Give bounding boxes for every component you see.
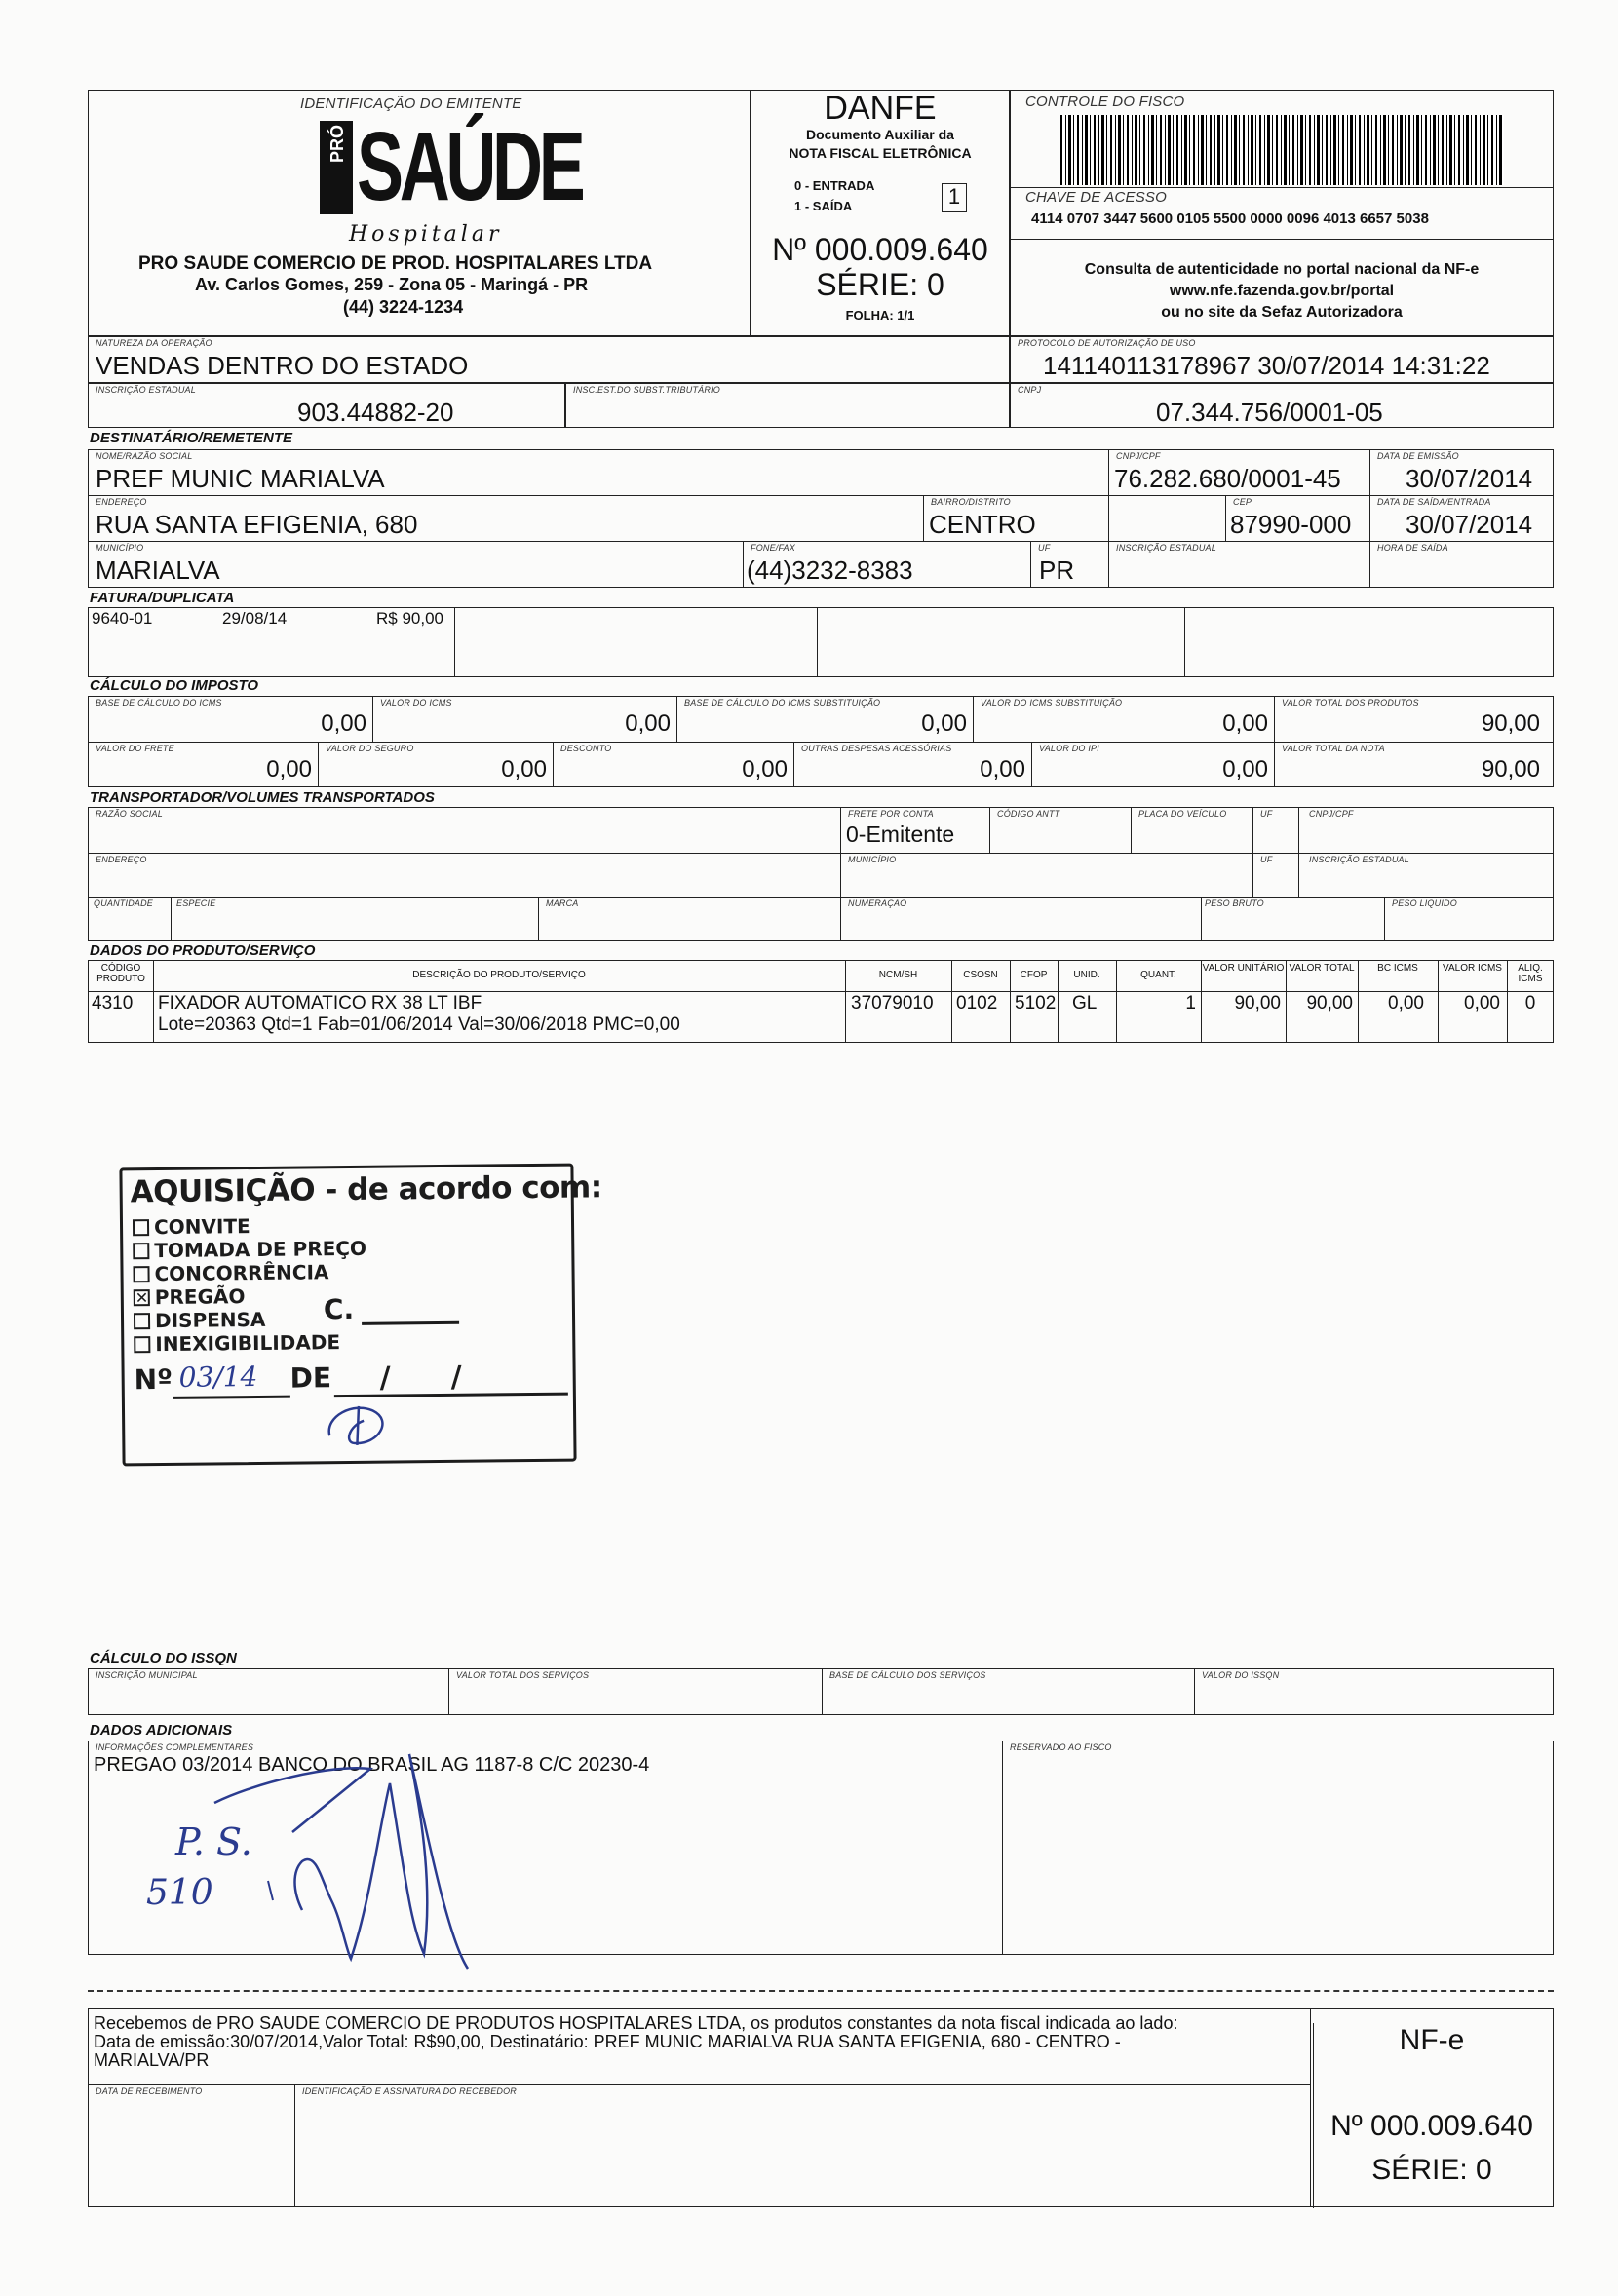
iest-label: INSC.EST.DO SUBST.TRIBUTÁRIO <box>573 385 720 395</box>
imp-outras-label: OUTRAS DESPESAS ACESSÓRIAS <box>801 744 952 753</box>
transp-ie-label: INSCRIÇÃO ESTADUAL <box>1309 855 1409 864</box>
imp-outras: 0,00 <box>980 756 1025 783</box>
dest-endereco: RUA SANTA EFIGENIA, 680 <box>96 510 418 539</box>
imposto-section: CÁLCULO DO IMPOSTO <box>90 677 259 694</box>
emitente-name: PRO SAUDE COMERCIO DE PROD. HOSPITALARES LTDA <box>138 253 653 274</box>
transp-especie-label: ESPÉCIE <box>176 899 216 908</box>
item-vunit: 90,00 <box>1234 993 1281 1014</box>
transp-municipio-label: MUNICÍPIO <box>848 855 897 864</box>
imp-desconto-label: DESCONTO <box>560 744 612 753</box>
col-bc: BC ICMS <box>1377 963 1418 974</box>
col-ncm: NCM/SH <box>878 970 918 980</box>
danfe-tipo: 1 <box>947 184 961 209</box>
transp-endereco-label: ENDEREÇO <box>96 855 147 864</box>
imp-base-icms-label: BASE DE CÁLCULO DO ICMS <box>96 698 222 708</box>
stamp-option-concorrencia <box>133 1260 366 1286</box>
stamp-slash-2: / <box>450 1359 462 1395</box>
transp-liquido-label: PESO LÍQUIDO <box>1392 899 1457 908</box>
ie-label: INSCRIÇÃO ESTADUAL <box>96 385 196 395</box>
imp-seguro-label: VALOR DO SEGURO <box>326 744 414 753</box>
imp-total-produtos: 90,00 <box>1481 710 1540 737</box>
stamp-option-label: CONCORRÊNCIA <box>154 1260 329 1286</box>
chave-label: CHAVE DE ACESSO <box>1025 189 1167 206</box>
item-vicms: 0,00 <box>1464 993 1500 1014</box>
stamp-numero-prefix: Nº <box>134 1362 173 1397</box>
natureza-label: NATUREZA DA OPERAÇÃO <box>96 338 212 348</box>
protocolo-value: 141140113178967 30/07/2014 14:31:22 <box>1043 351 1490 380</box>
imp-total-nota-label: VALOR TOTAL DA NOTA <box>1282 744 1385 753</box>
barcode <box>1060 115 1504 185</box>
stamp-option-label: TOMADA DE PREÇO <box>154 1236 367 1263</box>
consulta-line3: ou no site da Sefaz Autorizadora <box>1161 304 1403 321</box>
dest-fone-label: FONE/FAX <box>751 543 795 553</box>
data-recebimento-label: DATA DE RECEBIMENTO <box>96 2086 203 2096</box>
stamp-slash-1: / <box>379 1360 391 1396</box>
imp-frete-label: VALOR DO FRETE <box>96 744 174 753</box>
dest-hora-label: HORA DE SAÍDA <box>1377 543 1448 553</box>
imp-valor-st: 0,00 <box>1222 710 1268 737</box>
dest-bairro-label: BAIRRO/DISTRITO <box>931 497 1011 507</box>
transp-cnpj-label: CNPJ/CPF <box>1309 809 1354 819</box>
fatura-valor: R$ 90,00 <box>376 609 443 628</box>
imp-desconto: 0,00 <box>742 756 788 783</box>
dest-nome-label: NOME/RAZÃO SOCIAL <box>96 451 193 461</box>
transp-bruto-label: PESO BRUTO <box>1205 899 1264 908</box>
danfe-folha: FOLHA: 1/1 <box>845 308 915 323</box>
col-codigo: CÓDIGO PRODUTO <box>96 963 145 984</box>
imp-ipi: 0,00 <box>1222 756 1268 783</box>
fatura-box <box>88 607 1554 677</box>
issqn-box <box>88 1668 1554 1715</box>
transp-frete: 0-Emitente <box>846 822 955 847</box>
transporte-section: TRANSPORTADOR/VOLUMES TRANSPORTADOS <box>90 789 435 806</box>
dest-saida-label: DATA DE SAÍDA/ENTRADA <box>1377 497 1491 507</box>
dest-emissao-label: DATA DE EMISSÃO <box>1377 451 1459 461</box>
col-vicms: VALOR ICMS <box>1443 963 1502 974</box>
stamp-numero: 03/14 <box>178 1359 258 1394</box>
imp-valor-icms: 0,00 <box>625 710 671 737</box>
imp-total-nota: 90,00 <box>1481 756 1540 783</box>
ie-value: 903.44882-20 <box>297 398 454 427</box>
dest-emissao: 30/07/2014 <box>1406 464 1533 493</box>
item-quant: 1 <box>1185 993 1196 1014</box>
imp-seguro: 0,00 <box>501 756 547 783</box>
checkbox-icon <box>133 1243 149 1259</box>
produtos-section: DADOS DO PRODUTO/SERVIÇO <box>90 942 316 959</box>
handwritten-note-2: 510 <box>146 1873 213 1913</box>
stamp-option-label: PREGÃO <box>154 1284 246 1310</box>
col-cfop: CFOP <box>1020 970 1048 980</box>
fatura-section: FATURA/DUPLICATA <box>90 590 235 606</box>
item-cfop: 5102 <box>1015 993 1057 1014</box>
transp-razao-label: RAZÃO SOCIAL <box>96 809 163 819</box>
stamp-option-label: DISPENSA <box>154 1307 266 1333</box>
dest-endereco-label: ENDEREÇO <box>96 497 147 507</box>
col-unid: UNID. <box>1073 970 1100 980</box>
controle-label: CONTROLE DO FISCO <box>1025 94 1185 110</box>
imp-valor-st-label: VALOR DO ICMS SUBSTITUIÇÃO <box>981 698 1123 708</box>
info-complementares-label: INFORMAÇÕES COMPLEMENTARES <box>96 1742 254 1752</box>
imp-frete: 0,00 <box>266 756 312 783</box>
issqn-valor-label: VALOR DO ISSQN <box>1202 1670 1280 1680</box>
col-aliq: ALIQ. ICMS <box>1518 963 1543 984</box>
item-vtotal: 90,00 <box>1306 993 1353 1014</box>
signature <box>175 1725 507 1988</box>
dest-municipio-label: MUNICÍPIO <box>96 543 144 553</box>
emitente-phone: (44) 3224-1234 <box>343 297 464 317</box>
fatura-numero: 9640-01 <box>92 609 153 628</box>
destinatario-section: DESTINATÁRIO/REMETENTE <box>90 430 293 446</box>
danfe-line2: NOTA FISCAL ELETRÔNICA <box>789 145 972 161</box>
imp-base-st-label: BASE DE CÁLCULO DO ICMS SUBSTITUIÇÃO <box>684 698 881 708</box>
danfe-saida: 1 - SAÍDA <box>794 199 853 213</box>
transp-marca-label: MARCA <box>546 899 579 908</box>
canhoto-texto-1: Recebemos de PRO SAUDE COMERCIO DE PRODUTOS HOSPITALARES LTDA, os produtos constantes da nota fiscal indicada ao lado: <box>94 2013 1178 2033</box>
stamp-options <box>133 1213 367 1357</box>
checkbox-icon <box>133 1219 149 1236</box>
fatura-vencimento: 29/08/14 <box>222 609 288 628</box>
danfe-entrada: 0 - ENTRADA <box>794 178 875 193</box>
checkbox-icon <box>133 1266 149 1282</box>
imp-base-icms: 0,00 <box>321 710 366 737</box>
canhoto-nfe: NF-e <box>1399 2024 1465 2056</box>
company-logo <box>310 112 582 249</box>
canhoto-texto-2: Data de emissão:30/07/2014,Valor Total: R$90,00, Destinatário: PREF MUNIC MARIALVA RUA SANTA EFIGENIA, 680 - CENTRO - <box>94 2032 1121 2051</box>
transp-antt-label: CÓDIGO ANTT <box>997 809 1060 819</box>
dest-cep: 87990-000 <box>1230 510 1352 539</box>
info-complementares: PREGAO 03/2014 BANCO DO BRASIL AG 1187-8 C/C 20230-4 <box>94 1754 650 1776</box>
canhoto-texto-3: MARIALVA/PR <box>94 2050 210 2070</box>
transp-qtd-label: QUANTIDADE <box>94 899 154 908</box>
dest-saida: 30/07/2014 <box>1406 510 1533 539</box>
checkbox-icon <box>134 1336 150 1353</box>
reservado-fisco-label: RESERVADO AO FISCO <box>1010 1742 1112 1752</box>
stamp-title: AQUISIÇÃO - de acordo com: <box>130 1169 602 1210</box>
stamp-initials-signature <box>320 1396 399 1450</box>
checkbox-icon <box>134 1313 150 1329</box>
danfe-title: DANFE <box>824 90 937 127</box>
item-codigo: 4310 <box>92 993 134 1014</box>
emitente-cnpj-value: 07.344.756/0001-05 <box>1156 398 1383 427</box>
danfe-serie: SÉRIE: 0 <box>816 267 944 302</box>
logo-text: SAÚDE <box>357 112 582 221</box>
dest-nome: PREF MUNIC MARIALVA <box>96 464 385 493</box>
col-vunit: VALOR UNITÁRIO <box>1202 963 1285 974</box>
adicionais-section: DADOS ADICIONAIS <box>90 1722 233 1739</box>
protocolo-label: PROTOCOLO DE AUTORIZAÇÃO DE USO <box>1018 338 1196 348</box>
col-vtotal: VALOR TOTAL <box>1289 963 1355 974</box>
stamp-option-label: INEXIGIBILIDADE <box>155 1330 341 1357</box>
col-descricao: DESCRIÇÃO DO PRODUTO/SERVIÇO <box>412 970 586 980</box>
consulta-line1: Consulta de autenticidade no portal nacional da NF-e <box>1084 261 1480 278</box>
stamp-option-label: CONVITE <box>153 1214 250 1240</box>
item-ncm: 37079010 <box>851 993 934 1014</box>
col-csosn: CSOSN <box>963 970 998 980</box>
dest-uf-label: UF <box>1038 543 1051 553</box>
issqn-base-label: BASE DE CÁLCULO DOS SERVIÇOS <box>829 1670 986 1680</box>
consulta-line2: www.nfe.fazenda.gov.br/portal <box>1169 283 1395 299</box>
handwritten-note-1: P. S. <box>175 1820 252 1863</box>
dest-cnpj-label: CNPJ/CPF <box>1116 451 1161 461</box>
dest-municipio: MARIALVA <box>96 555 220 585</box>
stamp-de-label: DE <box>289 1361 332 1395</box>
imp-total-produtos-label: VALOR TOTAL DOS PRODUTOS <box>1282 698 1419 708</box>
item-csosn: 0102 <box>956 993 998 1014</box>
chave-acesso: 4114 0707 3447 5600 0105 5500 0000 0096 4013 6657 5038 <box>1031 210 1429 227</box>
stamp-option-tomada <box>133 1237 366 1263</box>
cut-line <box>88 1990 1554 1992</box>
issqn-section: CÁLCULO DO ISSQN <box>90 1650 237 1666</box>
dest-ie-label: INSCRIÇÃO ESTADUAL <box>1116 543 1216 553</box>
item-bc: 0,00 <box>1388 993 1424 1014</box>
item-unid: GL <box>1072 993 1098 1014</box>
transp-frete-label: FRETE POR CONTA <box>848 809 934 819</box>
stamp-c-label: C. <box>323 1292 355 1326</box>
assinatura-recebedor-label: IDENTIFICAÇÃO E ASSINATURA DO RECEBEDOR <box>302 2086 517 2096</box>
logo-prefix: PRÓ <box>327 125 347 164</box>
col-quant: QUANT. <box>1140 970 1176 980</box>
item-descricao-lote: Lote=20363 Qtd=1 Fab=01/06/2014 Val=30/06/2018 PMC=0,00 <box>158 1014 680 1035</box>
item-aliq: 0 <box>1524 993 1536 1014</box>
dest-fone: (44)3232-8383 <box>747 555 913 585</box>
imp-valor-icms-label: VALOR DO ICMS <box>380 698 452 708</box>
dest-cnpj: 76.282.680/0001-45 <box>1114 464 1341 493</box>
issqn-im-label: INSCRIÇÃO MUNICIPAL <box>96 1670 198 1680</box>
checked-checkbox-icon: ✕ <box>135 1287 149 1307</box>
item-descricao: FIXADOR AUTOMATICO RX 38 LT IBF <box>158 993 482 1014</box>
emitente-address: Av. Carlos Gomes, 259 - Zona 05 - Maringá - PR <box>195 275 589 294</box>
danfe-line1: Documento Auxiliar da <box>806 127 954 142</box>
issqn-vservicos-label: VALOR TOTAL DOS SERVIÇOS <box>456 1670 590 1680</box>
dest-cep-label: CEP <box>1233 497 1252 507</box>
dest-uf: PR <box>1039 555 1075 585</box>
transp-placa-label: PLACA DO VEÍCULO <box>1138 809 1227 819</box>
natureza-value: VENDAS DENTRO DO ESTADO <box>96 351 469 380</box>
transporte-box <box>88 807 1554 941</box>
imp-base-st: 0,00 <box>921 710 967 737</box>
stamp-option-convite <box>133 1213 366 1240</box>
danfe-numero: Nº 000.009.640 <box>772 232 988 267</box>
canhoto-numero: Nº 000.009.640 <box>1330 2110 1533 2142</box>
transp-uf2-label: UF <box>1260 855 1273 864</box>
stamp-option-inexigibilidade <box>134 1330 367 1357</box>
dest-bairro: CENTRO <box>929 510 1036 539</box>
emitente-cnpj-label: CNPJ <box>1018 385 1042 395</box>
logo-subtitle: Hospitalar <box>349 222 503 247</box>
transp-uf-label: UF <box>1260 809 1273 819</box>
acquisition-stamp <box>119 1164 602 1467</box>
emitente-header: IDENTIFICAÇÃO DO EMITENTE <box>300 96 522 112</box>
canhoto-serie: SÉRIE: 0 <box>1371 2154 1492 2186</box>
transp-numeracao-label: NUMERAÇÃO <box>848 899 907 908</box>
imp-ipi-label: VALOR DO IPI <box>1039 744 1099 753</box>
